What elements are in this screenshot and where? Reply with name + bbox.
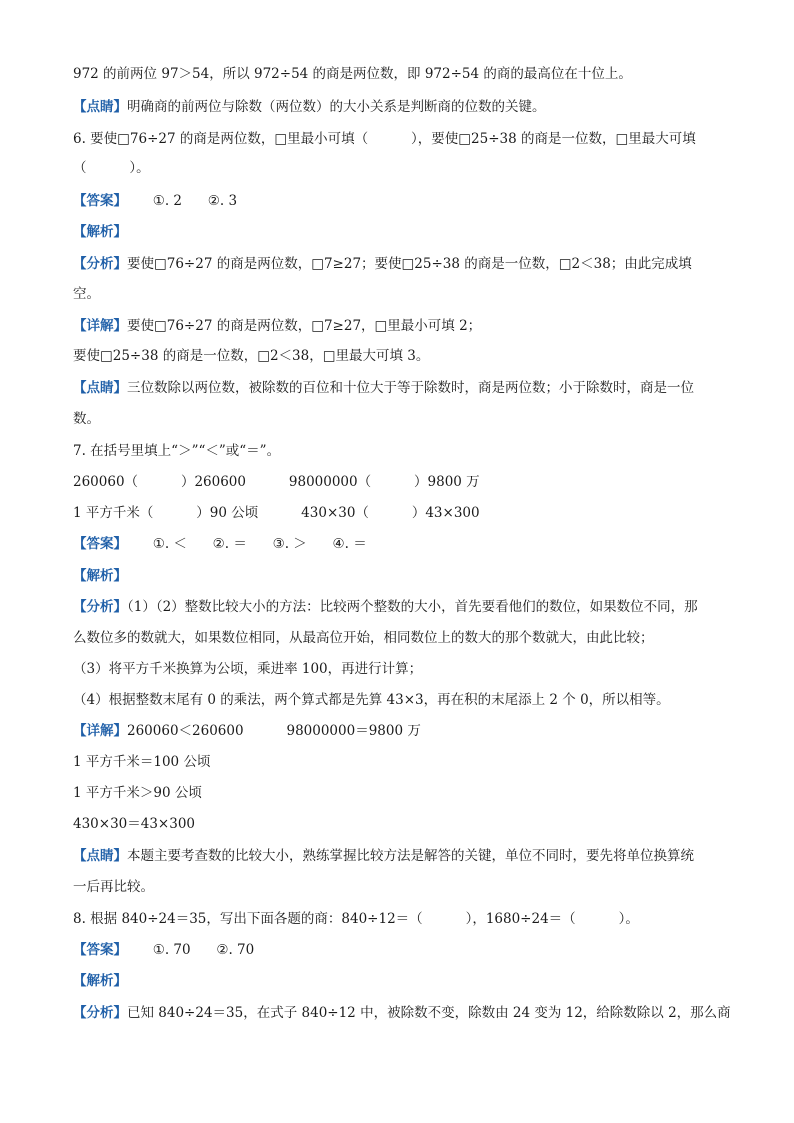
analysis-heading xyxy=(73,565,733,587)
section-tag: 【解析】 xyxy=(73,973,127,989)
analysis-line: （3）将平方千米换算为公顷，乘进率 100，再进行计算； xyxy=(73,661,423,677)
section-tag: 【答案】 xyxy=(73,193,127,209)
section-tag: 【点睛】 xyxy=(73,848,127,864)
section-tag: 【详解】 xyxy=(73,723,127,739)
analysis-line: 【分析】已知 840÷24＝35，在式子 840÷12 中，被除数不变，除数由 24 变为 12，给除数除以 2，那么商 xyxy=(73,1005,731,1021)
tip-line: 一后再比较。 xyxy=(73,879,154,895)
detail-line: 430×30＝43×300 xyxy=(73,816,196,832)
question-line: 260060（ ）260600 98000000（ ）9800 万 xyxy=(73,474,480,490)
analysis-line: 【分析】要使□76÷27 的商是两位数，□7≥27；要使□25÷38 的商是一位数，□2＜38；由此完成填 xyxy=(73,256,692,272)
section-tag: 【解析】 xyxy=(73,568,127,584)
text-line: 972 的前两位 97＞54，所以 972÷54 的商是两位数，即 972÷54 的商的最高位在十位上。 xyxy=(73,66,632,82)
question-line: 1 平方千米（ ）90 公顷 430×30（ ）43×300 xyxy=(73,505,480,521)
tip-line: 【点睛】本题主要考查数的比较大小，熟练掌握比较方法是解答的关键，单位不同时，要先将单位换算统 xyxy=(73,848,694,864)
analysis-line: 【分析】（1）（2）整数比较大小的方法：比较两个整数的大小，首先要看他们的数位，如果数位不同，那 xyxy=(73,599,698,615)
section-tag: 【解析】 xyxy=(73,224,127,240)
question-line: 7. 在括号里填上“＞”“＜”或“＝”。 xyxy=(73,443,281,459)
section-tag: 【答案】 xyxy=(73,536,127,552)
tip-line: 数。 xyxy=(73,411,100,427)
detail-line: 【详解】260060＜260600 98000000＝9800 万 xyxy=(73,723,421,739)
tip-line: 【点睛】明确商的前两位与除数（两位数）的大小关系是判断商的位数的关键。 xyxy=(73,99,546,115)
question-line: 6. 要使□76÷27 的商是两位数，□里最小可填（ ），要使□25÷38 的商是一位数，□里最大可填 xyxy=(73,131,696,147)
section-tag: 【分析】 xyxy=(73,1005,127,1021)
analysis-heading xyxy=(73,221,733,243)
detail-line: 1 平方千米＞90 公顷 xyxy=(73,785,202,801)
answer-line: 【答案】 ①. ＜ ②. ＝ ③. ＞ ④. ＝ xyxy=(73,536,367,552)
section-tag: 【详解】 xyxy=(73,318,127,334)
detail-line: 1 平方千米＝100 公顷 xyxy=(73,754,211,770)
section-tag: 【点睛】 xyxy=(73,380,127,396)
answer-line: 【答案】 ①. 2 ②. 3 xyxy=(73,193,238,209)
section-tag: 【答案】 xyxy=(73,942,127,958)
question-line: 8. 根据 840÷24＝35，写出下面各题的商：840÷12＝（ ），1680÷24＝（ ）。 xyxy=(73,911,639,927)
analysis-line: 么数位多的数就大，如果数位相同，从最高位开始，相同数位上的数大的那个数就大，由此比较； xyxy=(73,630,654,646)
detail-line: 【详解】要使□76÷27 的商是两位数，□7≥27，□里最小可填 2； xyxy=(73,318,482,334)
analysis-line: 空。 xyxy=(73,286,100,302)
answer-line: 【答案】 ①. 70 ②. 70 xyxy=(73,942,255,958)
section-tag: 【分析】 xyxy=(73,256,127,272)
tip-line: 【点睛】三位数除以两位数，被除数的百位和十位大于等于除数时，商是两位数；小于除数时，商是一位 xyxy=(73,380,694,396)
analysis-heading xyxy=(73,970,733,992)
section-tag: 【分析】 xyxy=(73,599,127,615)
question-line: （ ）。 xyxy=(73,160,150,176)
detail-line: 要使□25÷38 的商是一位数，□2＜38，□里最大可填 3。 xyxy=(73,348,430,364)
section-tag: 【点睛】 xyxy=(73,99,127,115)
analysis-line: （4）根据整数末尾有 0 的乘法，两个算式都是先算 43×3，再在积的末尾添上 2 个 0，所以相等。 xyxy=(73,692,670,708)
